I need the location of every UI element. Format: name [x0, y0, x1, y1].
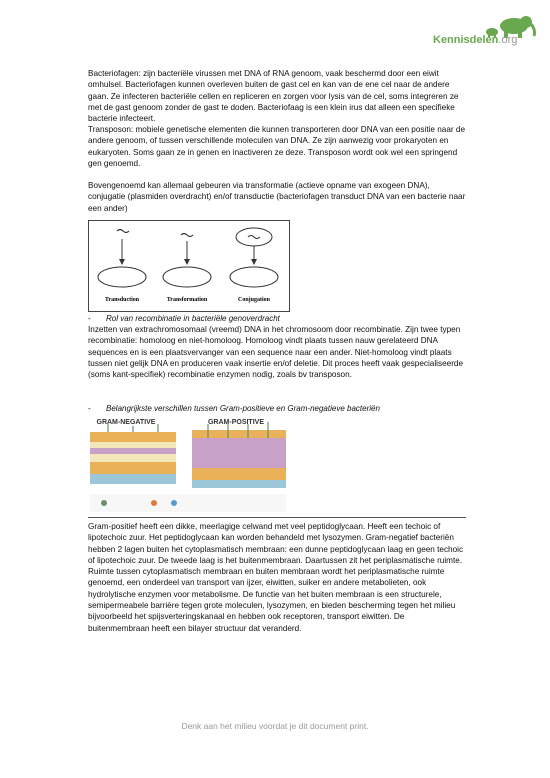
conjugation-diagram — [230, 228, 278, 303]
divider-line — [88, 517, 466, 518]
paragraph-transposon: Transposon: mobiele genetische elementen die kunnen transporteren door DNA van een positie naar de andere genoom, of tussen verschillende moleculen van DNA. Ze zijn aanwezig voor prokaryoten en eukaryoten. Soms gaan ze in genen en inactiveren ze deze. Transposon wordt ook wel een springend gen genoemd. — [88, 125, 466, 168]
paragraph-overdracht: Bovengenoemd kan allemaal gebeuren via transformatie (actieve opname van exogeen DNA), conjugatie (plasmiden overdracht) en/of transductie (bacteriofagen transduct DNA van een bacterie naar een ander) — [88, 181, 466, 213]
label-transformation: Transformation — [166, 297, 208, 303]
footer-note: Denk aan het milieu voordat je dit document print. — [181, 721, 369, 731]
paragraph-recombinatie: Inzetten van extrachromosomaal (vreemd) DNA in het chromosoom door recombinatie. Zijn twee typen recombinatie: homoloog en niet-homoloog. Homoloog vindt plaats tussen nauw gerelateerd DNA sequences en is een plaatsvervanger van een sequence naar een ander. Niet-homoloog vindt plaats tussen niet gelijk DNA en produceren vaak insertie en/of deletie. Dit proces heeft vaak gespecialiseerde (soms kant-specifiek) recombinatie enzymen nodig, zoals bv transposon. — [88, 325, 464, 380]
label-gram-negative: GRAM-NEGATIVE — [96, 419, 156, 426]
logo: Kennisdelen.org — [430, 14, 540, 54]
transformation-diagram — [163, 234, 211, 304]
label-transduction: Transduction — [104, 297, 140, 303]
paragraph-bacteriofagen: Bacteriofagen: zijn bacteriële virussen met DNA of RNA genoom, vaak beschermd door een eiwit omhulsel. Bacteriofagen kunnen overleven buiten de gast cel en kan van de ene cel naar de andere gaan. Ze infecteren bacteriële cellen en repliceren en zorgen voor lysis van de cel, soms integreren ze met de gast genoom zonder de gast te doden. Bacteriofaag is een klein irus dat alleen een specifieke bacterie infecteert. — [88, 69, 459, 124]
figure-gram-cell-walls — [88, 416, 288, 514]
bullet-gram-verschillen: - Belangrijkste verschillen tussen Gram-positieve en Gram-negatieve bacteriën — [88, 404, 380, 413]
bullet-recombinatie: - Rol van recombinatie in bacteriële genoverdracht — [88, 314, 280, 323]
label-conjugation: Conjugation — [237, 297, 271, 303]
paragraph-gram: Gram-positief heeft een dikke, meerlagige celwand met veel peptidoglycaan. Heeft een techoic of lipotechoic zuur. Het peptidoglycaan kan worden behandeld met lysozymen. Gram-negatief bacteriën hebben 2 lagen buiten het cytoplasmatisch membraan: een dunne peptidoglycaan laag en geen techoic of lipotechoic zuur. De tweede laag is het buitenmembraan. Daartussen zit het periplasmatische ruimte. Ruimte tussen cytoplasmatisch membraan en buiten membraan wordt het periplasmatische ruimte genoemd, een onderdeel van transport van ijzer, eiwitten, suiker en andere metabolieten, ook hydrolytische enzymen voor metabolisme. De functie van het buiten membraan is een structurele, semipermeabele barrière tegen grote moleculen, lysozymen, en bieden bescherming tegen het milieu bijvoorbeeld het spijsverteringskanaal en hebben ook receptoren, transport eiwitten. De buitenmembraan heeft een bilayer structuur dat veranderd. — [88, 522, 464, 633]
transduction-diagram — [98, 230, 146, 304]
label-gram-positive: GRAM-POSITIVE — [207, 419, 265, 426]
figure-gene-transfer — [88, 220, 290, 312]
